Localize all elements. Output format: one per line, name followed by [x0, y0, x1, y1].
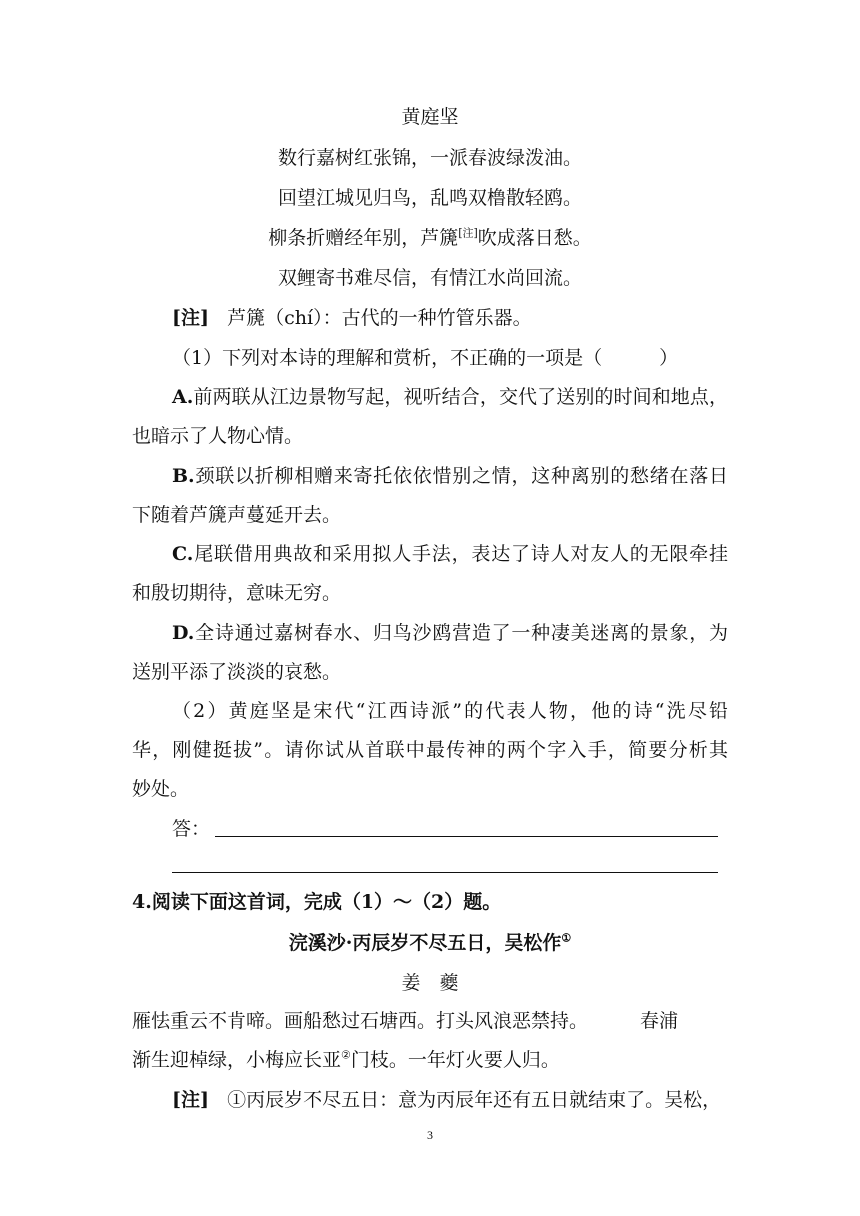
lyric-title — [0, 930, 860, 956]
q1-stem: （1）下列对本诗的理解和赏析，不正确的一项是（ ） — [172, 347, 679, 369]
page-number: 3 — [427, 1128, 433, 1142]
lyric-note-text: ①丙辰岁不尽五日：意为丙辰年还有五日就结束了。吴松， — [227, 1089, 722, 1111]
lyric-line-1-tail: 春浦 — [640, 1010, 679, 1032]
q1-option-c-line2: 和殷切期待，意味无穷。 — [132, 582, 342, 604]
title-note-marker: ① — [561, 931, 572, 945]
q4-heading: 4.阅读下面这首词，完成（1）～（2）题。 — [132, 891, 502, 913]
q1-option-b-line1 — [172, 463, 728, 489]
note-label: [注] — [172, 307, 209, 329]
answer-label: 答： — [172, 818, 211, 840]
poem-line-3 — [0, 225, 860, 251]
lyric-line-1-text: 雁怯重云不肯啼。画船愁过石塘西。打头风浪恶禁持。 — [132, 1010, 589, 1032]
answer-line-2[interactable] — [172, 872, 718, 873]
q2-line-2: 华，刚健挺拔”。请你试从首联中最传神的两个字入手，简要分析其 — [132, 739, 728, 761]
poem-author: 黄庭坚 — [401, 106, 459, 128]
lyric-title-text: 浣溪沙·丙辰岁不尽五日，吴松作 — [288, 932, 562, 954]
poem-note — [172, 305, 532, 331]
q1-option-a-line2: 也暗示了人物心情。 — [132, 425, 304, 447]
poem-line-3-part-a: 柳条折赠经年别，芦篪 — [268, 227, 459, 249]
option-text: 颈联以折柳相赠来寄托依依惜别之情，这种离别的愁绪在落日 — [194, 465, 728, 487]
lyric-line-2-text: 渐生迎棹绿，小梅应长亚 — [132, 1049, 342, 1071]
q2-line-3: 妙处。 — [132, 778, 190, 800]
poem-line-1: 数行嘉树红张锦，一派春波绿泼油。 — [277, 147, 582, 169]
option-text: 前两联从江边景物写起，视听结合，交代了送别的时间和地点， — [193, 386, 728, 408]
option-letter: B. — [172, 465, 195, 487]
lyric-note-label: [注] — [172, 1089, 209, 1111]
lyric-line-2 — [132, 1047, 560, 1073]
q2-line-1: （2）黄庭坚是宋代“江西诗派”的代表人物，他的诗“洗尽铅 — [172, 700, 728, 722]
lyric-note — [172, 1087, 721, 1113]
q1-option-c-line1 — [172, 541, 728, 567]
q1-option-b-line2: 下随着芦篪声蔓延开去。 — [132, 504, 342, 526]
poem-line-3-part-b: 吹成落日愁。 — [477, 227, 592, 249]
q1-option-d-line1 — [172, 620, 728, 646]
option-letter: A. — [172, 386, 194, 408]
poem-line-2: 回望江城见归鸟，乱鸣双橹散轻鸥。 — [277, 187, 582, 209]
lyric-line-1 — [132, 1008, 678, 1034]
option-text: 全诗通过嘉树春水、归鸟沙鸥营造了一种凄美迷离的景象，为 — [194, 622, 728, 644]
option-letter: D. — [172, 622, 195, 644]
option-text: 尾联借用典故和采用拟人手法，表达了诗人对友人的无限牵挂 — [193, 543, 728, 565]
answer-line-1[interactable] — [215, 836, 718, 837]
q1-option-d-line2: 送别平添了淡淡的哀愁。 — [132, 661, 342, 683]
lyric-author: 姜 夔 — [401, 972, 459, 994]
option-letter: C. — [172, 543, 194, 565]
note-text: 芦篪（chí）：古代的一种竹管乐器。 — [227, 307, 532, 329]
q1-option-a-line1 — [172, 384, 728, 410]
note-marker: [注] — [458, 226, 478, 240]
lyric-line-2-tail: 门枝。一年灯火要人归。 — [350, 1049, 560, 1071]
poem-line-4: 双鲤寄书难尽信，有情江水尚回流。 — [277, 267, 582, 289]
lyric-note-marker: ② — [341, 1048, 351, 1062]
